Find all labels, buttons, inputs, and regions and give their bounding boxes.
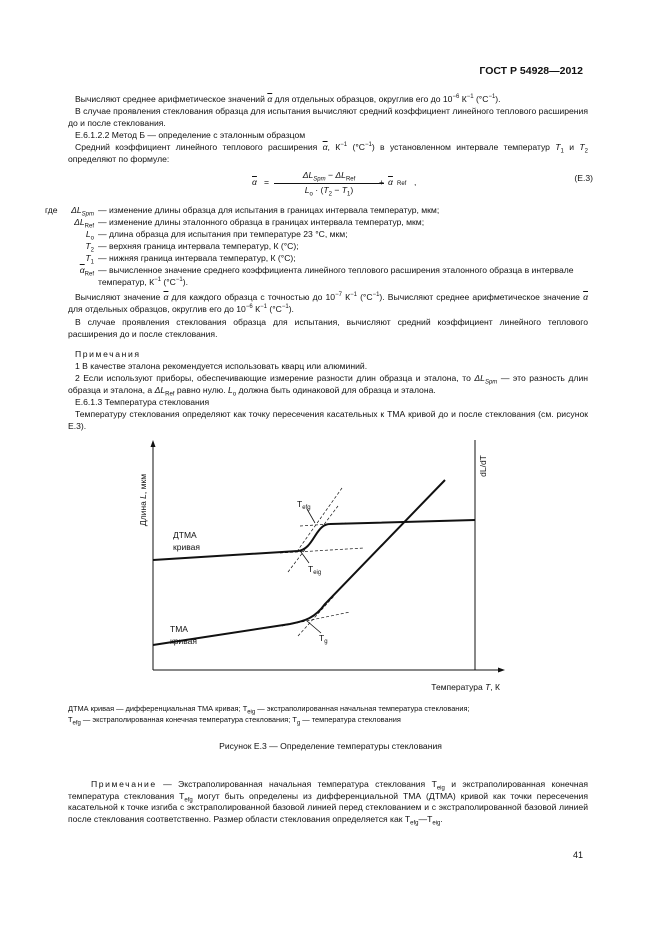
figure-e3 xyxy=(120,440,520,700)
t-g-leader xyxy=(307,621,321,633)
x-axis-arrow xyxy=(498,668,505,673)
t-g-label: $T_g$ xyxy=(319,633,328,645)
dtma-label-2: кривая xyxy=(173,542,200,552)
t-efg-leader xyxy=(307,509,315,523)
dtma-label-1: ДТМА xyxy=(173,530,197,540)
y-axis-arrow xyxy=(151,440,156,447)
where-item: $\Delta L_{Spm}$ — изменение длины образца для испытания в границах интервала температур, мкм; xyxy=(71,205,440,218)
tma-tangent-upper xyxy=(298,488,342,550)
where-item: $\overline{\alpha}_{Ref}$ — вычисленное значение среднего коэффициента линейного теплового расширения эталонного образца в интервале температур, $К^{-1}$ $(^\circ С^{-1})$. xyxy=(79,265,574,287)
where-item: $T_1$ — нижняя граница интервала температур, К (°С); xyxy=(85,253,296,266)
t-efg-label: $T_{efg}$ xyxy=(297,499,311,511)
final-note: Примечание — Экстраполированная начальная температура стеклования $T_{eig}$ и экстраполированная конечная температура стеклования $T_{efg}$ могут быть определены из дифференциальной ТМА (ДТМА) кривой как точки пересечения касательной к точке изгиба с экстраполированной базовой линией перед стеклованием и с экстраполированной базовой линией после стеклования соответственно. Размер области стеклования определяется как $T_{efg}—T_{eig}$. xyxy=(68,779,589,827)
where-item: $T_2$ — верхняя граница интервала температур, К (°С); xyxy=(85,241,299,254)
page-number: 41 xyxy=(572,850,583,860)
notes-title: Примечания xyxy=(75,349,141,359)
dtma-curve xyxy=(153,520,475,560)
paragraph-glass-1: В случае проявления стеклования образца для испытания вычисляют средний коэффициент линейного теплового расширения до и после стеклования. xyxy=(68,106,588,128)
note-2: 2 Если используют приборы, обеспечивающие измерение разности длин образца и эталона, то $\Delta L_{Spm}$ — это разность длин образца и эталона, а $\Delta L_{Ref}$ равно нулю. $L_o$ должна быть одинаковой для образца и эталона. xyxy=(68,373,588,398)
t-eig-label: $T_{eig}$ xyxy=(308,564,322,576)
figure-legend: ДТМА кривая — дифференциальная ТМА кривая; $T_{eig}$ — экстраполированная начальная температура стеклования; $T_{efg}$ — экстраполированная конечная температура стеклования; $T_g$ — температура стеклования xyxy=(68,704,470,727)
standard-header: ГОСТ Р 54928—2012 xyxy=(479,65,583,77)
y-axis-label: Длина L, мкм xyxy=(138,473,148,527)
equation-fraction: $\Delta L_{Spm} - \Delta L_{Ref}$ $L_o \cdot (T_2 - T_1)$ xyxy=(274,170,384,196)
paragraph-mean: Вычисляют среднее арифметическое значений $\overline{\alpha}$ для отдельных образцов, округлив его до $10^{-6}$ $К^{-1}$ $(^\circ С^{-1})$. xyxy=(75,94,501,104)
t-eig-leader xyxy=(301,552,309,563)
tma-label-1: ТМА xyxy=(170,624,188,634)
figure-caption: Рисунок Е.3 — Определение температуры стеклования xyxy=(219,741,442,751)
paragraph-glass-definition: Температуру стеклования определяют как точку пересечения касательных к ТМА кривой до и после стеклования (см. рисунок Е.3). xyxy=(68,409,588,431)
tma-tangent-rubbery xyxy=(298,596,334,636)
note-1: 1 В качестве эталона рекомендуется использовать кварц или алюминий. xyxy=(75,361,368,371)
section-glass-temperature: Е.6.1.3 Температура стеклования xyxy=(75,397,210,407)
paragraph-glass-2: В случае проявления стеклования образца для испытания, вычисляют средний коэффициент линейного теплового расширения до и после стеклования. xyxy=(68,317,588,339)
inflection-tangent xyxy=(288,506,338,572)
equation-number: (Е.3) xyxy=(574,173,593,183)
paragraph-compute: Вычисляют значение $\overline{\alpha}$ для каждого образца с точностью до $10^{-7}$ $К^{-1}$ $(^\circ С^{-1})$. Вычисляют среднее арифметическое значение $\overline{\alpha}$ для отдельных образцов, округлив его до $10^{-6}$ $К^{-1}$ $(^\circ С^{-1})$. xyxy=(68,292,588,314)
equation-e3: $\overline{\alpha}$ = $\Delta L_{Spm} - \Delta L_{Ref}$ $L_o \cdot (T_2 - T_1)$ + $\overline{\alpha}$ Ref , xyxy=(252,170,417,198)
tma-label-2: кривая xyxy=(170,636,197,646)
where-lead: где xyxy=(45,205,58,215)
where-item: $L_o$ — длина образца для испытания при температуре 23 °С, мкм; xyxy=(85,229,348,242)
x-axis-label: Температура T, К xyxy=(431,682,500,692)
y2-axis-label: dL/dT xyxy=(478,455,488,477)
paragraph-formula-intro: Средний коэффициент линейного теплового расширения $\overline{\alpha}$, $К^{-1}$ $(^\circ С^{-1})$ в установленном интервале температур $T_1$ и $T_2$ определяют по формуле: xyxy=(68,142,588,164)
where-item: $\Delta L_{Ref}$ — изменение длины эталонного образца в границах интервала температур, мкм; xyxy=(74,217,425,230)
section-method-b: Е.6.1.2.2 Метод Б — определение с эталонным образцом xyxy=(75,130,306,140)
